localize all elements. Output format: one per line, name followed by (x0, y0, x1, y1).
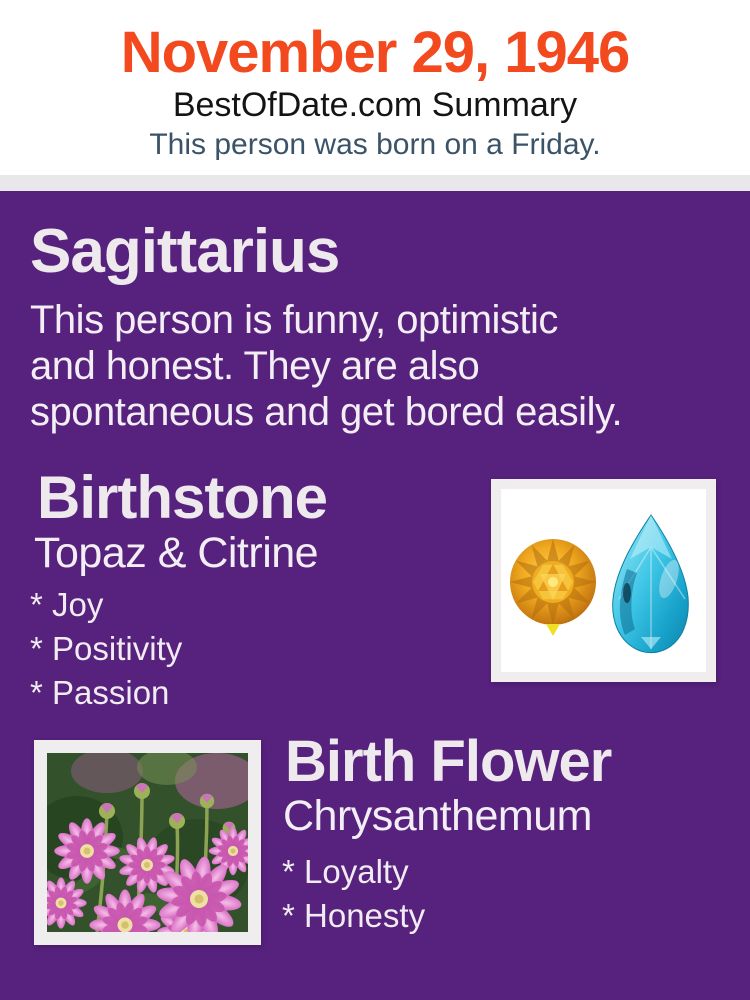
birthstone-trait: * Passion (30, 674, 170, 711)
birth-flower-photo-frame (34, 740, 261, 945)
topaz-citrine-image (501, 489, 706, 672)
birthstone-trait: * Joy (30, 586, 104, 623)
header-divider (0, 175, 750, 191)
zodiac-description-line: This person is funny, optimistic (30, 298, 558, 342)
chrysanthemum-image (47, 753, 248, 932)
zodiac-description-line: and honest. They are also (30, 344, 480, 388)
zodiac-description (30, 297, 622, 435)
site-summary-text: BestOfDate.com Summary (172, 86, 578, 124)
birth-flower-traits-list (282, 850, 425, 938)
birth-flower-name: Chrysanthemum (283, 792, 592, 840)
birth-flower-trait: * Honesty (282, 897, 426, 934)
birthstone-photo-frame (491, 479, 716, 682)
zodiac-sign-heading: Sagittarius (30, 217, 340, 286)
birthstone-heading: Birthstone (37, 464, 327, 531)
birthstone-trait: * Positivity (30, 630, 183, 667)
date-title: November 29, 1946 (120, 20, 630, 85)
born-day-text: This person was born on a Friday. (149, 128, 601, 161)
zodiac-description-line: spontaneous and get bored easily. (30, 390, 623, 434)
birth-flower-heading: Birth Flower (285, 729, 612, 794)
birthstone-names: Topaz & Citrine (34, 529, 319, 577)
birth-flower-trait: * Loyalty (282, 853, 409, 890)
birthstone-traits-list (30, 583, 182, 715)
